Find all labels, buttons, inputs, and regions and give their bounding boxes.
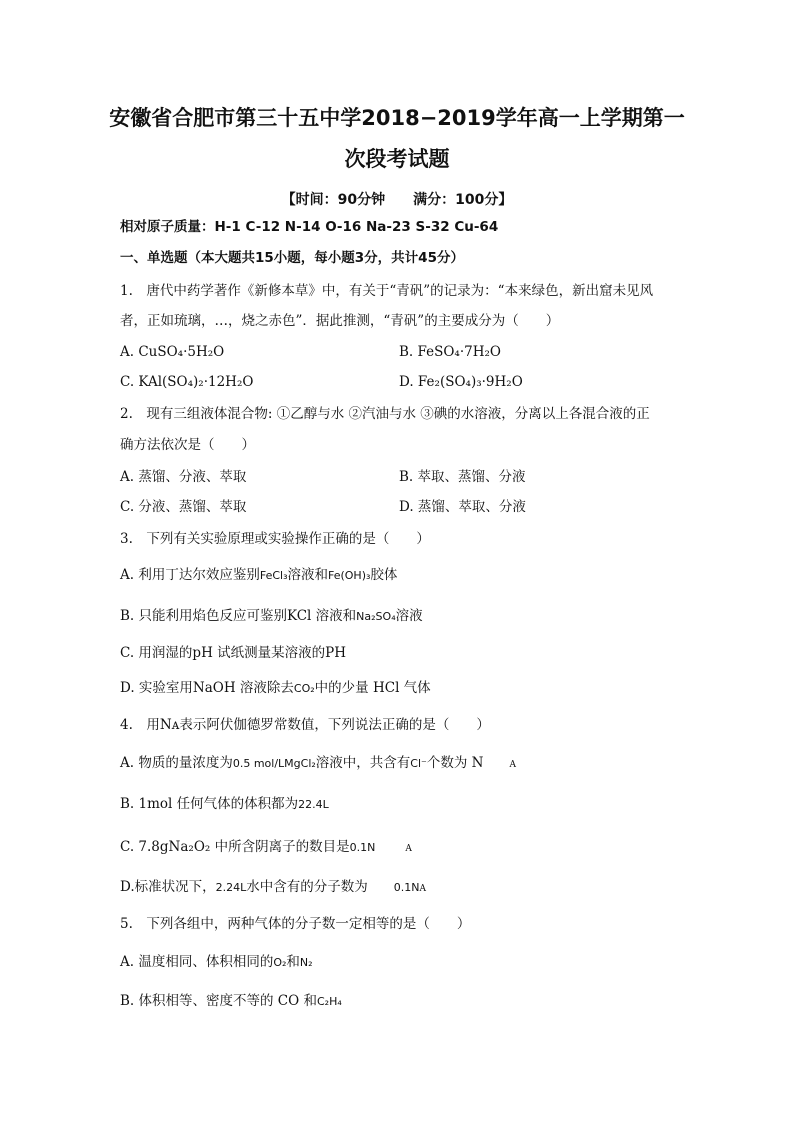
q4-option-d — [120, 878, 680, 898]
atomic-mass-line: 相对原子质量：H-1 C-12 N-14 O-16 Na-23 S-32 Cu-64 — [120, 219, 499, 235]
q4-a-formula-conc: 0.5 mol/L — [232, 757, 285, 770]
q4-c-text: C. 7.8gNa₂O₂ 中所含阴离子的数目是 — [120, 839, 350, 855]
q4-option-a — [120, 754, 680, 774]
q4-a-text: A. 物质的量浓度为 — [120, 755, 233, 771]
q4-d-text-mid: 水中含有的分子数为 — [246, 879, 368, 895]
section-heading: 一、单选题（本大题共15小题，每小题3分，共计45分） — [120, 250, 464, 266]
q1-option-c: C. KAl(SO₄)₂·12H₂O — [120, 374, 254, 390]
q4-d-subscript: A — [419, 884, 426, 894]
q5-stem: 5. 下列各组中，两种气体的分子数一定相等的是（ ） — [120, 916, 471, 932]
q5-option-b — [120, 992, 680, 1011]
q3-b-text: B. 只能利用焰色反应可鉴别KCl 溶液和 — [120, 608, 357, 624]
q5-a-formula-n2: N₂ — [299, 956, 313, 969]
q2-stem-line2: 确方法依次是（ ） — [120, 437, 255, 453]
q4-a-formula-mgcl2: MgCl₂ — [284, 757, 316, 770]
q3-d-formula-co2: CO₂ — [293, 682, 315, 695]
q4-d-formula-volume: 2.24L — [215, 881, 247, 894]
q3-stem: 3. 下列有关实验原理或实验操作正确的是（ ） — [120, 531, 430, 547]
q4-d-formula-count: 0.1N — [393, 881, 420, 894]
q3-a-text-end: 胶体 — [370, 567, 398, 583]
q3-a-text: A. 利用丁达尔效应鉴别 — [120, 567, 260, 583]
q3-a-formula-feoh3: Fe(OH)₃ — [327, 569, 371, 582]
q5-a-formula-o2: O₂ — [273, 956, 287, 969]
exam-title-line1: 安徽省合肥市第三十五中学2018−2019学年高一上学期第一 — [109, 106, 685, 130]
q3-d-text-end: 中的少量 HCl 气体 — [314, 680, 431, 696]
q3-option-a — [120, 566, 680, 585]
q3-option-d — [120, 679, 680, 698]
q4-option-c — [120, 838, 680, 858]
q4-stem: 4. 用Nᴀ表示阿伏伽德罗常数值，下列说法正确的是（ ） — [120, 717, 490, 733]
q4-b-formula-volume: 22.4L — [298, 798, 329, 811]
q1-stem-line1: 1. 唐代中药学著作《新修本草》中，有关于“青矾”的记录为：“本来绿色，新出窟未见风 — [120, 283, 654, 299]
q1-option-d: D. Fe₂(SO₄)₃·9H₂O — [399, 374, 523, 390]
q3-b-formula-na2so4: Na₂SO₄ — [356, 610, 396, 623]
q4-d-text: D.标准状况下， — [120, 879, 216, 895]
q2-option-a: A. 蒸馏、分液、萃取 — [120, 469, 247, 485]
q5-a-text-mid: 和 — [286, 954, 300, 970]
q5-b-text: B. 体积相等、密度不等的 CO 和 — [120, 993, 317, 1009]
q4-option-b — [120, 795, 680, 814]
q5-option-a — [120, 953, 680, 972]
q4-a-text-mid: 溶液中，共含有 — [315, 755, 411, 771]
q4-a-subscript: A — [509, 760, 516, 770]
q3-b-text-end: 溶液 — [395, 608, 423, 624]
q4-a-formula-cl: Cl⁻ — [410, 757, 427, 770]
q3-a-text-mid: 溶液和 — [287, 567, 328, 583]
q4-c-subscript: A — [405, 844, 412, 854]
q1-option-b: B. FeSO₄·7H₂O — [399, 344, 501, 360]
q2-option-d: D. 蒸馏、萃取、分液 — [399, 499, 526, 515]
exam-title-line2: 次段考试题 — [344, 147, 450, 171]
q5-b-formula-c2h4: C₂H₄ — [316, 995, 342, 1008]
q3-a-formula-fecl3: FeCl₃ — [259, 569, 288, 582]
q2-option-b: B. 萃取、蒸馏、分液 — [399, 469, 526, 485]
q1-option-a: A. CuSO₄·5H₂O — [120, 344, 225, 360]
q4-b-text: B. 1mol 任何气体的体积都为 — [120, 796, 299, 812]
q3-d-text: D. 实验室用NaOH 溶液除去 — [120, 680, 294, 696]
q2-option-c: C. 分液、蒸馏、萃取 — [120, 499, 247, 515]
q5-a-text: A. 温度相同、体积相同的 — [120, 954, 274, 970]
q2-stem-line1: 2. 现有三组液体混合物: ①乙醇与水 ②汽油与水 ③碘的水溶液，分离以上各混合液的正 — [120, 406, 650, 422]
q4-c-formula: 0.1N — [349, 841, 376, 854]
q4-a-text-end: 个数为 N — [426, 755, 484, 771]
exam-meta: 【时间：90分钟 满分：100分】 — [281, 192, 513, 208]
q1-stem-line2: 者，正如琉璃，…，烧之赤色”．据此推测，“青矾”的主要成分为（ ） — [120, 313, 560, 329]
q3-option-c: C. 用润湿的pH 试纸测量某溶液的PH — [120, 645, 346, 661]
q3-option-b — [120, 607, 680, 626]
